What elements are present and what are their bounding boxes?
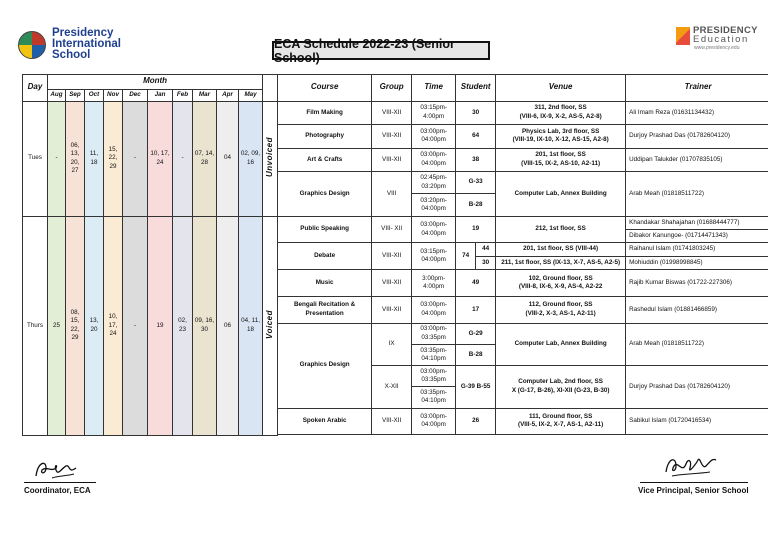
trainer-film-making: Ali Imam Reza (01631134432): [626, 101, 768, 124]
venue-line: (VIII-2, X-3, AS-1, A2-11): [525, 309, 596, 317]
course-photography: Photography: [278, 125, 372, 148]
time-line: 03:15pm-: [420, 104, 447, 112]
group-graphics-tues: VIII: [372, 172, 412, 217]
student-graphics-tues-b: B-28: [456, 194, 496, 216]
trainer-graphics-x: Durjoy Prashad Das (01782604120): [626, 366, 768, 408]
tues-apr: 04: [217, 101, 239, 216]
thurs-category-cell: [263, 216, 278, 435]
group-film-making: VIII-XII: [372, 101, 412, 124]
header-spacer: [263, 75, 278, 102]
page-title: ECA Schedule 2022-23 (Senior School): [272, 41, 490, 60]
thurs-sep: 08, 15, 22, 29: [66, 216, 85, 435]
header-venue: Venue: [496, 75, 626, 102]
venue-film-making: [496, 101, 626, 124]
thurs-oct: 13, 20: [85, 216, 104, 435]
school-logo: [18, 28, 121, 61]
time-line: 04:00pm: [421, 421, 446, 429]
thurs-category: Voiced: [264, 309, 274, 339]
trainer-debate-a: Raihanul Islam (01741803245): [626, 243, 768, 256]
vice-principal-label: Vice Principal, Senior School: [638, 486, 749, 495]
header-course: Course: [278, 75, 372, 102]
school-emblem-icon: [18, 31, 46, 59]
venue-line: (VIII-5, IX-2, X-7, AS-1, A2-11): [517, 421, 604, 429]
student-public-speaking: 19: [456, 216, 496, 243]
thurs-may: 04, 11, 18: [239, 216, 263, 435]
time-line: 04:00pm: [421, 136, 446, 144]
coordinator-signature-icon: [32, 456, 82, 484]
time-bengali-recitation: [412, 297, 456, 324]
group-bengali-recitation: VIII-XII: [372, 297, 412, 324]
venue-graphics-tues: Computer Lab, Annex Building: [496, 172, 626, 217]
time-line: 03:00pm-: [420, 151, 447, 159]
group-graphics-x: X-XII: [372, 366, 412, 408]
header-month-mar: Mar: [193, 89, 217, 101]
time-line: 04:00pm: [421, 256, 446, 264]
trainer-public-speaking-2: Dibakor Kanungoe- (01714471343): [626, 230, 768, 243]
tues-aug: -: [48, 101, 66, 216]
course-debate: Debate: [278, 243, 372, 270]
brand-url: www.presidency.edu: [694, 45, 740, 51]
header-month-jan: Jan: [148, 89, 173, 101]
time-line: 03:00pm-: [420, 221, 447, 229]
brand-line1: PRESIDENCY: [693, 25, 758, 36]
vice-principal-signature-line: [640, 482, 748, 483]
group-photography: VIII-XII: [372, 125, 412, 148]
tues-jan: 10, 17, 24: [148, 101, 173, 216]
thurs-jan: 19: [148, 216, 173, 435]
venue-line: (VIII-15, IX-2, AS-10, A2-11): [521, 159, 601, 167]
trainer-graphics-ix: Arab Meah (01818511722): [626, 323, 768, 365]
student-graphics-ix-a: G-29: [456, 323, 496, 344]
schedule-table: [22, 74, 768, 436]
thurs-aug: 25: [48, 216, 66, 435]
venue-debate-a: 201, 1st floor, SS (VIII-44): [496, 243, 626, 256]
school-name: [52, 28, 121, 61]
school-name-line3: School: [52, 49, 91, 61]
brand-line2: Education: [693, 34, 749, 45]
group-spoken-arabic: VIII-XII: [372, 408, 412, 435]
time-line: 03:00pm-: [420, 127, 447, 135]
venue-line: Computer Lab, 2nd floor, SS: [518, 378, 603, 386]
venue-line: 111, Ground floor, SS: [528, 412, 593, 420]
student-graphics-x: G-39 B-55: [456, 366, 496, 408]
trainer-bengali-recitation: Rashedul Islam (01881466859): [626, 297, 768, 324]
student-photography: 64: [456, 125, 496, 148]
trainer-graphics-tues: Arab Meah (01818511722): [626, 172, 768, 217]
brand-logo: [676, 26, 758, 51]
thurs-mar: 09, 16, 30: [193, 216, 217, 435]
venue-line: 201, 1st floor, SS: [535, 151, 586, 159]
time-graphics-ix-a: 03:00pm- 03:35pm: [412, 323, 456, 344]
venue-music: [496, 270, 626, 297]
trainer-debate-b: Mohiuddin (01998998845): [626, 256, 768, 269]
header-day: Day: [23, 75, 48, 102]
school-name-line2: International: [52, 38, 122, 50]
student-graphics-tues-a: G-33: [456, 172, 496, 194]
venue-line: Physics Lab, 3rd floor, SS: [521, 127, 600, 135]
group-art-crafts: VIII-XII: [372, 148, 412, 171]
student-debate-a: 44: [476, 243, 495, 256]
student-graphics-ix-b: B-28: [456, 344, 496, 365]
time-art-crafts: [412, 148, 456, 171]
course-film-making: Film Making: [278, 101, 372, 124]
thurs-day: Thurs: [23, 216, 48, 435]
venue-debate-b: 211, 1st floor, SS (IX-13, X-7, AS-5, A2-5): [496, 256, 626, 269]
student-debate-total: 74: [456, 243, 476, 269]
venue-graphics-x: [496, 366, 626, 408]
thurs-dec: -: [123, 216, 148, 435]
time-photography: [412, 125, 456, 148]
tues-day: Tues: [23, 101, 48, 216]
tues-category: Unvoiced: [264, 136, 274, 177]
tues-sep: 06, 13, 20, 27: [66, 101, 85, 216]
course-art-crafts: Art & Crafts: [278, 148, 372, 171]
header-month: Month: [48, 75, 263, 90]
course-graphics-tues: Graphics Design: [278, 172, 372, 217]
venue-line: (VIII-8, IX-6, X-9, AS-4, A2-22: [518, 283, 603, 291]
thurs-feb: 02, 23: [173, 216, 193, 435]
header-time: Time: [412, 75, 456, 102]
tues-dec: -: [123, 101, 148, 216]
time-line: 03:00pm-: [420, 301, 447, 309]
venue-line: (VIII-6, IX-9, X-2, AS-5, A2-8): [519, 112, 602, 120]
tues-nov: 15, 22, 29: [104, 101, 123, 216]
group-public-speaking: VIII- XII: [372, 216, 412, 243]
course-public-speaking: Public Speaking: [278, 216, 372, 243]
tues-may: 02, 09, 16: [239, 101, 263, 216]
tues-mar: 07, 14, 28: [193, 101, 217, 216]
time-graphics-tues-a: 02:45pm- 03:20pm: [412, 172, 456, 194]
table-end: [278, 435, 768, 436]
venue-line: 112, Ground floor, SS: [528, 301, 593, 309]
time-line: 4:00pm: [423, 283, 445, 291]
time-graphics-tues-b: 03:20pm- 04:00pm: [412, 194, 456, 216]
student-spoken-arabic: 26: [456, 408, 496, 435]
venue-line: (VIII-19, IX-10, X-12, AS-15, A2-8): [512, 136, 609, 144]
time-debate: [412, 243, 456, 270]
trainer-public-speaking-1: Khandakar Shahajahan (01688444777): [626, 216, 768, 229]
venue-art-crafts: [496, 148, 626, 171]
student-bengali-recitation: 17: [456, 297, 496, 324]
group-graphics-ix: IX: [372, 323, 412, 365]
venue-spoken-arabic: [496, 408, 626, 435]
time-graphics-ix-b: 03:35pm- 04:10pm: [412, 344, 456, 365]
venue-line: 102, Ground floor, SS: [528, 274, 593, 282]
student-music: 49: [456, 270, 496, 297]
time-line: 4:00pm: [423, 112, 445, 120]
time-public-speaking: [412, 216, 456, 243]
trainer-photography: Durjoy Prashad Das (01782604120): [626, 125, 768, 148]
student-art-crafts: 38: [456, 148, 496, 171]
vice-principal-signature-icon: [660, 450, 720, 482]
venue-public-speaking: 212, 1st floor, SS: [496, 216, 626, 243]
header-month-may: May: [239, 89, 263, 101]
trainer-art-crafts: Uddipan Talukder (01707835105): [626, 148, 768, 171]
header-month-nov: Nov: [104, 89, 123, 101]
time-graphics-x-b: 03:35pm- 04:10pm: [412, 387, 456, 408]
time-line: 04:00pm: [421, 229, 446, 237]
venue-line: X (G-17, B-26), XI-XII (G-23, B-30): [511, 386, 610, 394]
header-month-oct: Oct: [85, 89, 104, 101]
time-film-making: [412, 101, 456, 124]
time-line: 03:15pm-: [420, 247, 447, 255]
thurs-apr: 06: [217, 216, 239, 435]
course-graphics-thurs: Graphics Design: [278, 323, 372, 408]
time-graphics-x-a: 03:00pm- 03:35pm: [412, 366, 456, 387]
header-month-apr: Apr: [217, 89, 239, 101]
time-line: 03:00pm-: [420, 412, 447, 420]
group-music: VIII-XII: [372, 270, 412, 297]
header-trainer: Trainer: [626, 75, 768, 102]
course-spoken-arabic: Spoken Arabic: [278, 408, 372, 435]
header-group: Group: [372, 75, 412, 102]
course-music: Music: [278, 270, 372, 297]
venue-line: 311, 2nd floor, SS: [534, 104, 587, 112]
time-music: [412, 270, 456, 297]
tues-oct: 11, 18: [85, 101, 104, 216]
time-spoken-arabic: [412, 408, 456, 435]
coordinator-label: Coordinator, ECA: [24, 486, 91, 495]
venue-bengali-recitation: [496, 297, 626, 324]
header-month-aug: Aug: [48, 89, 66, 101]
student-debate-b: 30: [482, 258, 490, 266]
thurs-nov: 10, 17, 24: [104, 216, 123, 435]
trainer-spoken-arabic: Sabikul Islam (01720416534): [626, 408, 768, 435]
venue-graphics-ix: Computer Lab, Annex Building: [496, 323, 626, 365]
header-month-dec: Dec: [123, 89, 148, 101]
student-film-making: 30: [456, 101, 496, 124]
header-month-sep: Sep: [66, 89, 85, 101]
trainer-music: Rajib Kumar Biswas (01722-227306): [626, 270, 768, 297]
time-line: 04:00pm: [421, 159, 446, 167]
course-bengali-recitation: Bengali Recitation & Presentation: [278, 297, 372, 324]
brand-mark-icon: [676, 27, 690, 45]
header-student: Student: [456, 75, 496, 102]
header-month-feb: Feb: [173, 89, 193, 101]
group-debate: VIII-XII: [372, 243, 412, 270]
coordinator-signature-line: [24, 482, 96, 483]
time-line: 3:00pm-: [422, 274, 446, 282]
tues-category-cell: [263, 101, 278, 216]
student-debate: [456, 243, 496, 270]
school-name-line1: Presidency: [52, 27, 114, 39]
time-line: 04:00pm: [421, 309, 446, 317]
venue-photography: [496, 125, 626, 148]
tues-feb: -: [173, 101, 193, 216]
